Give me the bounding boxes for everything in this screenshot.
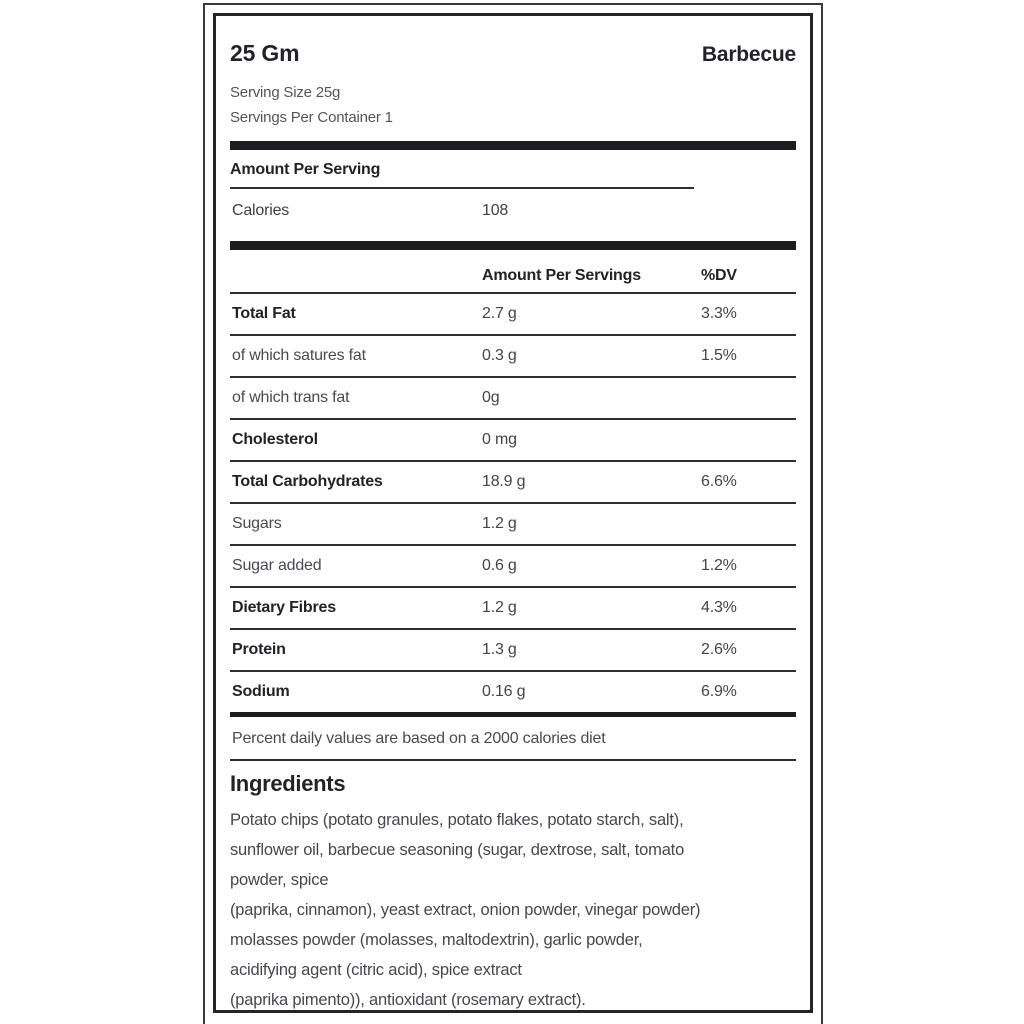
nutrient-name: Sodium — [232, 683, 290, 700]
table-row — [230, 336, 796, 378]
nutrition-table-body — [230, 294, 796, 717]
nutrient-dv: 6.6% — [701, 473, 737, 490]
table-row — [230, 672, 796, 717]
nutrient-name: of which trans fat — [232, 389, 350, 406]
nutrient-name: Sugars — [232, 515, 282, 532]
ingredients-line: (paprika pimento)), antioxidant (rosemary extract). — [230, 991, 586, 1009]
nutrient-amount: 2.7 g — [482, 305, 517, 322]
nutrient-dv: 6.9% — [701, 683, 737, 700]
nutrient-name: Dietary Fibres — [232, 599, 336, 616]
label-inner-frame — [213, 13, 813, 1013]
nutrient-dv: 3.3% — [701, 305, 737, 322]
table-row — [230, 588, 796, 630]
ingredients-line: molasses powder (molasses, maltodextrin), garlic powder, — [230, 931, 643, 949]
calories-label: Calories — [232, 202, 290, 219]
table-row — [230, 294, 796, 336]
nutrient-name: Cholesterol — [232, 431, 318, 448]
serving-size-text: Serving Size 25g — [230, 84, 341, 101]
nutrient-amount: 0g — [482, 389, 500, 406]
servings-per-container-text: Servings Per Container 1 — [230, 109, 393, 126]
calories-row — [230, 189, 796, 230]
nutrient-name: Total Carbohydrates — [232, 473, 383, 490]
calories-value: 108 — [482, 202, 509, 219]
amount-per-serving-heading: Amount Per Serving — [230, 161, 381, 178]
nutrient-amount: 0.3 g — [482, 347, 517, 364]
nutrient-amount: 18.9 g — [482, 473, 526, 490]
ingredients-line: Potato chips (potato granules, potato flakes, potato starch, salt), — [230, 811, 684, 829]
nutrition-table-header — [230, 250, 796, 294]
nutrient-amount: 0.16 g — [482, 683, 526, 700]
table-row — [230, 420, 796, 462]
label-outer-frame — [203, 3, 823, 1024]
table-row — [230, 378, 796, 420]
nutrient-amount: 1.2 g — [482, 599, 517, 616]
nutrient-dv: 1.5% — [701, 347, 737, 364]
nutrient-amount: 1.3 g — [482, 641, 517, 658]
nutrient-name: of which satures fat — [232, 347, 366, 364]
net-weight-text: 25 Gm — [230, 40, 300, 66]
ingredients-paragraph — [230, 805, 796, 1015]
flavor-name-text: Barbecue — [701, 43, 796, 66]
table-row — [230, 462, 796, 504]
divider-bar-mid — [230, 241, 796, 250]
divider-bar-top — [230, 141, 796, 150]
nutrient-name: Protein — [232, 641, 286, 658]
table-row — [230, 504, 796, 546]
ingredients-line: acidifying agent (citric acid), spice extract — [230, 961, 522, 979]
nutrient-amount: 0 mg — [482, 431, 517, 448]
nutrient-dv: 2.6% — [701, 641, 737, 658]
ingredients-line: sunflower oil, barbecue seasoning (sugar, dextrose, salt, tomato — [230, 841, 685, 859]
nutrient-dv: 1.2% — [701, 557, 737, 574]
nutrient-amount: 1.2 g — [482, 515, 517, 532]
nutrient-dv: 4.3% — [701, 599, 737, 616]
table-row — [230, 630, 796, 672]
ingredients-heading: Ingredients — [230, 771, 346, 796]
column-header-dv: %DV — [701, 267, 737, 284]
ingredients-line: powder, spice — [230, 871, 329, 889]
serving-info — [230, 80, 796, 130]
label-header — [230, 40, 796, 67]
daily-value-footnote: Percent daily values are based on a 2000 calories diet — [230, 717, 796, 761]
table-row — [230, 546, 796, 588]
nutrient-name: Total Fat — [232, 305, 296, 322]
nutrient-name: Sugar added — [232, 557, 322, 574]
nutrient-amount: 0.6 g — [482, 557, 517, 574]
column-header-amount: Amount Per Servings — [482, 267, 641, 284]
ingredients-line: (paprika, cinnamon), yeast extract, onion powder, vinegar powder) — [230, 901, 701, 919]
